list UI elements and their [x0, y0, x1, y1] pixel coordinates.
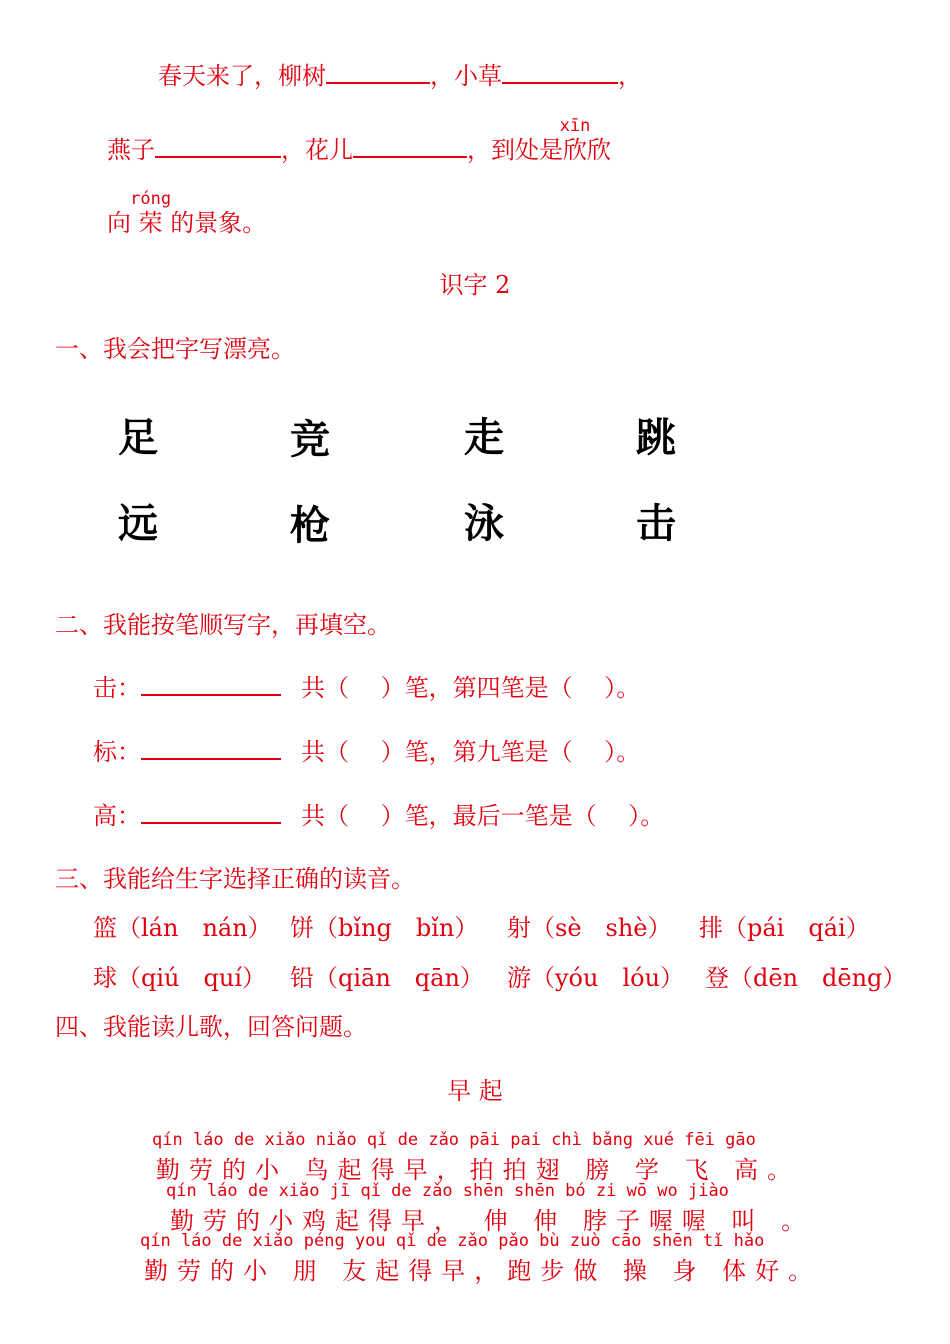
poem-line: 勤劳的小 朋 友起得早，跑步做 操 身 体好。 — [144, 1257, 822, 1285]
char-jing: 竞 — [290, 417, 330, 463]
q4-title: 四、我能读儿歌，回答问题。 — [55, 1013, 367, 1041]
reading-option[interactable]: 球（qiú quí） — [93, 964, 266, 992]
stroke-row — [93, 736, 640, 767]
stroke-char: 击： — [93, 674, 141, 702]
pinyin: róng — [130, 189, 172, 209]
stroke-char: 高： — [93, 802, 141, 830]
q1-title: 一、我会把字写漂亮。 — [55, 335, 295, 363]
stroke-row — [93, 800, 664, 831]
reading-option[interactable]: 饼（bǐng bǐn） — [290, 914, 479, 942]
fill-blank[interactable] — [502, 60, 618, 84]
reading-option[interactable]: 排（pái qái） — [699, 914, 870, 942]
poem-pinyin: qín láo de xiǎo péng you qǐ de zǎo pǎo bù zuò cāo shēn tǐ hǎo — [140, 1231, 765, 1251]
reading-option[interactable]: 铅（qiān qān） — [290, 964, 484, 992]
intro-text: ，到处是 — [467, 136, 563, 164]
char-zu: 足 — [118, 415, 158, 461]
char-tiao: 跳 — [636, 415, 676, 461]
hanzi: 欣 — [563, 136, 587, 164]
section-title: 识字 2 — [439, 271, 511, 299]
char-yuan: 远 — [118, 501, 158, 547]
stroke-char: 标： — [93, 738, 141, 766]
intro-text: 向 — [107, 209, 131, 237]
reading-option[interactable]: 游（yóu lóu） — [507, 964, 685, 992]
intro-text: ， — [618, 62, 642, 90]
fill-blank[interactable] — [353, 134, 467, 158]
intro-line-1 — [158, 60, 642, 91]
poem-line: 勤劳的小鸡起得早， 伸 伸 脖子喔喔 叫 。 — [170, 1207, 815, 1235]
reading-option[interactable]: 登（dēn dēng） — [705, 964, 907, 992]
intro-line-3 — [107, 189, 267, 238]
intro-text: 燕子 — [107, 136, 155, 164]
hanzi: 欣 — [587, 136, 611, 164]
intro-text: ，小草 — [430, 62, 502, 90]
stroke-question: 共（ ）笔，最后一笔是（ ）。 — [301, 802, 665, 830]
reading-option[interactable]: 射（sè shè） — [507, 914, 672, 942]
fill-blank[interactable] — [155, 134, 281, 158]
char-zou: 走 — [464, 415, 504, 461]
stroke-blank[interactable] — [141, 736, 281, 760]
poem-pinyin: qín láo de xiǎo jī qǐ de zǎo shēn shēn bó zi wō wo jiào — [166, 1181, 729, 1201]
intro-text: 春天来了，柳树 — [158, 62, 326, 90]
ruby-rong — [130, 189, 172, 238]
fill-blank[interactable] — [326, 60, 430, 84]
ruby-xin — [559, 116, 591, 165]
q3-title: 三、我能给生字选择正确的读音。 — [55, 865, 415, 893]
stroke-blank[interactable] — [141, 672, 281, 696]
stroke-row — [93, 672, 640, 703]
intro-text: 的景象。 — [170, 209, 267, 237]
poem-line: 勤劳的小 鸟起得早，拍拍翅 膀 学 飞 高。 — [156, 1156, 801, 1184]
char-ji: 击 — [636, 501, 676, 547]
hanzi: 荣 — [138, 209, 163, 237]
char-yong: 泳 — [464, 501, 504, 547]
stroke-question: 共（ ）笔，第四笔是（ ）。 — [301, 674, 641, 702]
stroke-question: 共（ ）笔，第九笔是（ ）。 — [301, 738, 641, 766]
pinyin: xīn — [559, 116, 591, 136]
intro-text: ，花儿 — [281, 136, 353, 164]
stroke-blank[interactable] — [141, 800, 281, 824]
q2-title: 二、我能按笔顺写字，再填空。 — [55, 611, 391, 639]
reading-option[interactable]: 篮（lán nán） — [93, 914, 272, 942]
poem-title: 早 起 — [447, 1077, 503, 1105]
char-qiang: 枪 — [290, 503, 330, 549]
poem-pinyin: qín láo de xiǎo niǎo qǐ de zǎo pāi pai chì bǎng xué fēi gāo — [152, 1130, 756, 1150]
intro-line-2 — [107, 116, 611, 165]
